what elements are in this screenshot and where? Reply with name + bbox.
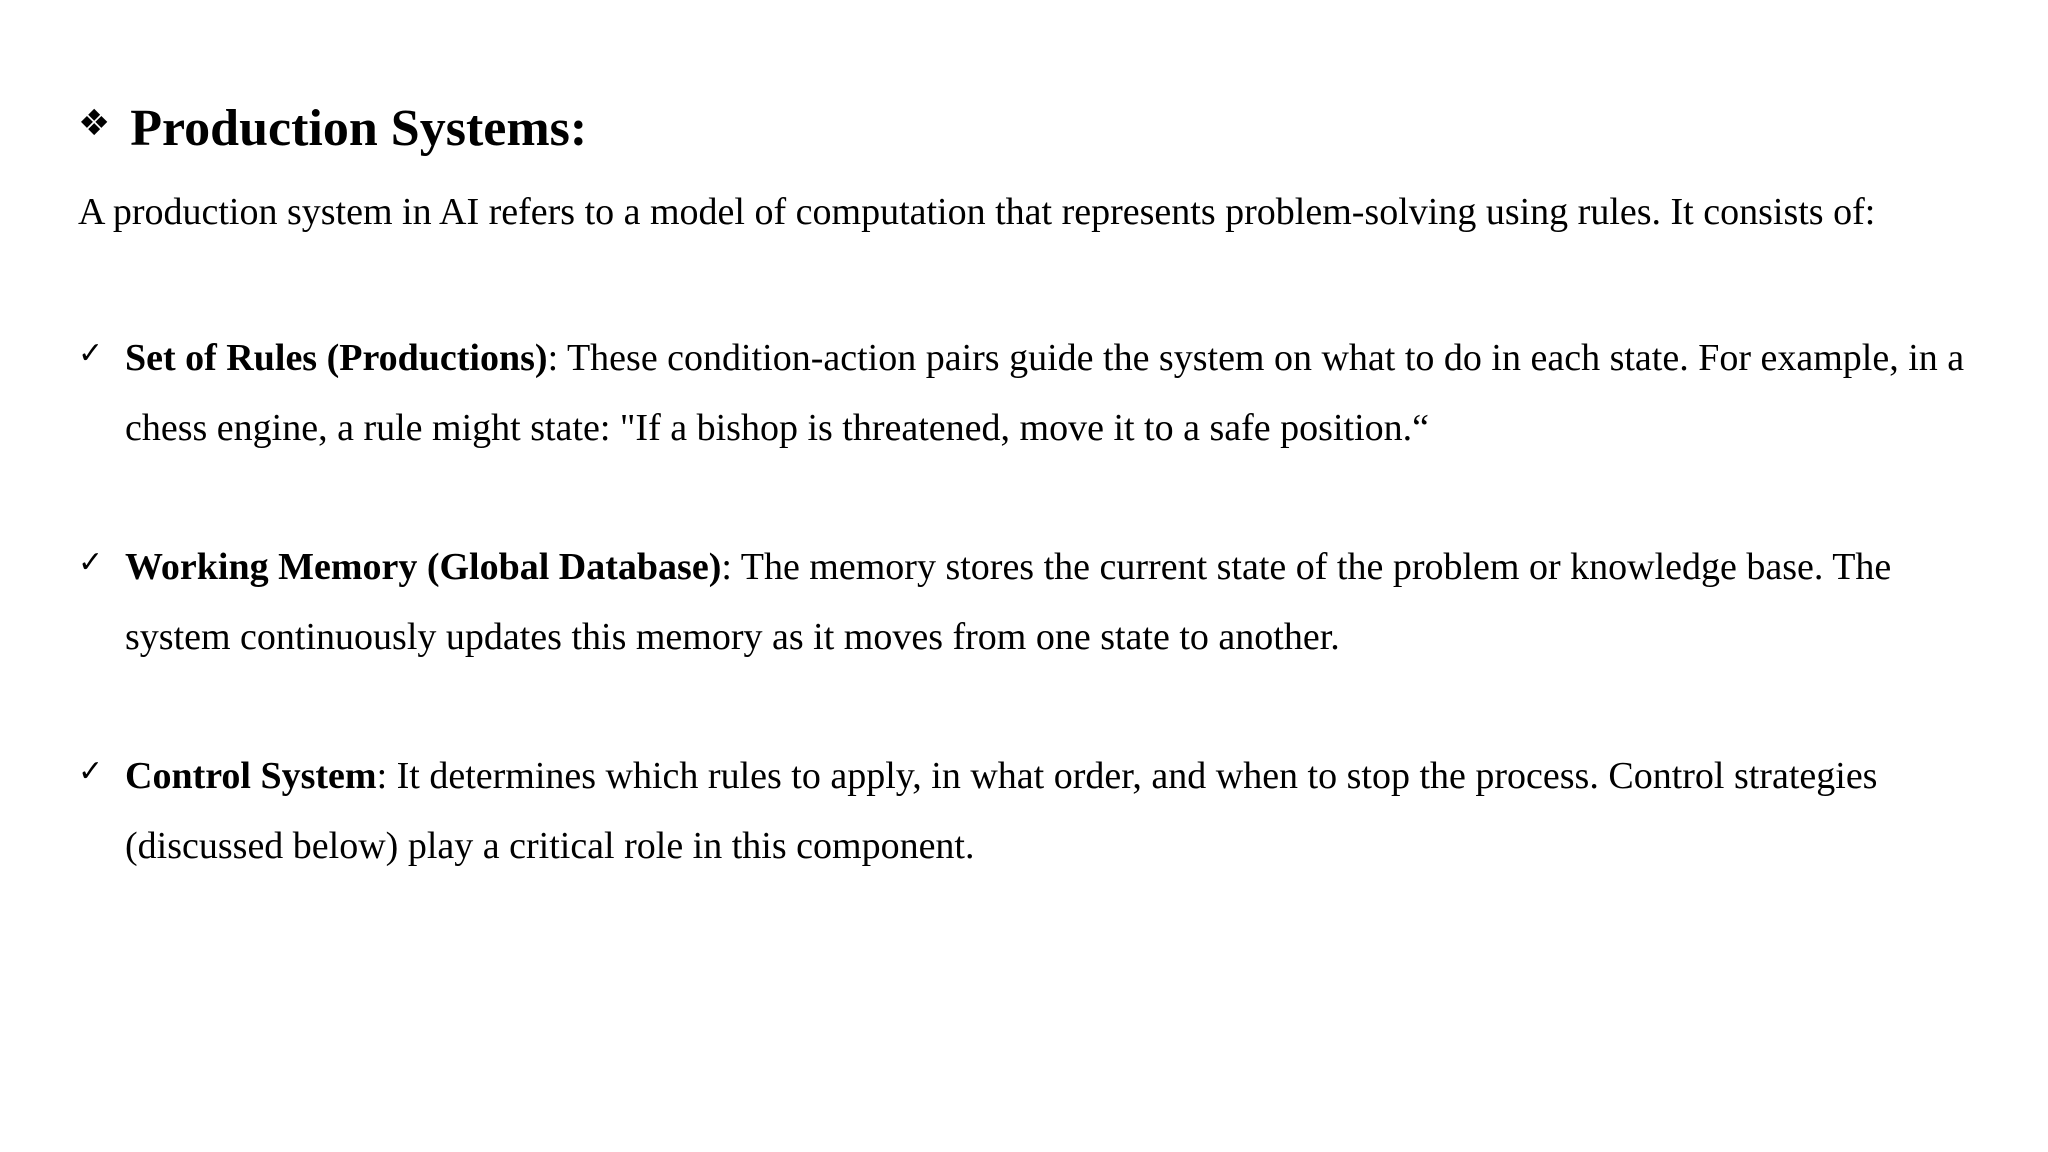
checkmark-icon: ✓ (78, 545, 104, 580)
diamond-bullet-icon: ❖ (78, 103, 111, 144)
list-item-control-system (78, 741, 1988, 881)
checkmark-icon: ✓ (78, 754, 104, 789)
list-item-rules (78, 323, 1988, 463)
item-term: Control System (125, 755, 377, 797)
bullet-list (78, 323, 1988, 950)
item-description: : These condition-action pairs guide the system on what to do in each state. For example, in a chess engine, a rule might state: "If a bishop is threatened, move it to a safe position.“ (125, 337, 1965, 449)
item-description: : The memory stores the current state of the problem or knowledge base. The system continuously updates this memory as it moves from one state to another. (125, 546, 1892, 658)
item-term: Set of Rules (Productions) (125, 337, 548, 379)
slide-heading (78, 100, 587, 157)
item-description: : It determines which rules to apply, in what order, and when to stop the process. Control strategies (discussed below) play a critical role in this component. (125, 755, 1878, 867)
checkmark-icon: ✓ (78, 336, 104, 371)
item-term: Working Memory (Global Database) (125, 546, 722, 588)
list-item-working-memory (78, 532, 1988, 672)
intro-paragraph: A production system in AI refers to a model of computation that represents problem-solving using rules. It consists of: (78, 191, 1876, 233)
heading-title: Production Systems: (130, 100, 588, 157)
